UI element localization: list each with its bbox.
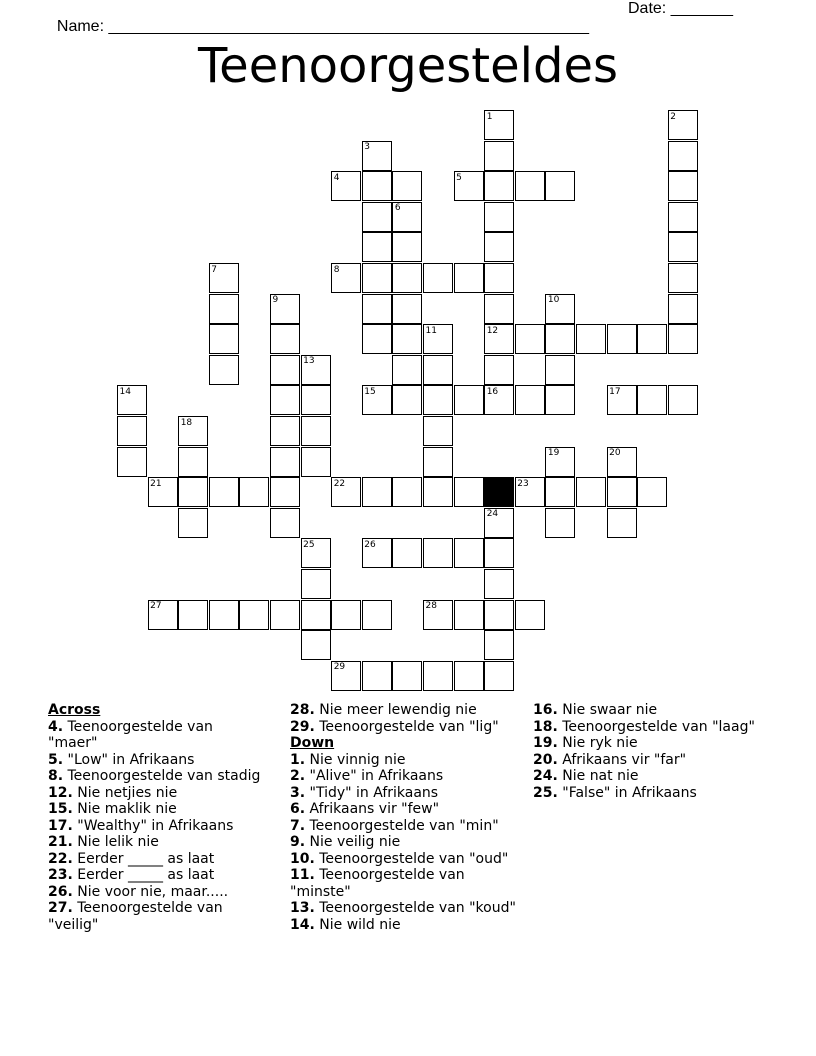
grid-cell[interactable] [270,508,300,538]
name-field[interactable]: Name: ______________________________________________________ [56,18,589,35]
clue-number: 10 [547,295,560,306]
clue-item-number: 28. [290,702,315,718]
clue-item-number: 15. [48,801,73,817]
grid-cell[interactable] [484,232,514,262]
grid-cell[interactable] [637,385,667,415]
grid-cell[interactable] [484,171,514,201]
clue-item-text: Nie netjies nie [72,784,178,801]
clue-item-number: 8. [48,768,64,784]
grid-cell[interactable] [362,171,392,201]
grid-cell[interactable] [668,232,698,262]
clue-number: 6 [394,203,401,214]
grid-cell[interactable] [668,263,698,293]
grid-cell[interactable] [545,324,575,354]
clue-item-text: Nie veilig nie [305,834,401,850]
clue-item [290,702,520,719]
clue-item-number: 21. [48,834,73,850]
grid-cell[interactable] [484,294,514,324]
grid-cell[interactable] [454,477,484,507]
grid-cell[interactable] [576,324,606,354]
grid-cell[interactable] [515,600,545,630]
clue-number: 19 [547,448,560,459]
clue-item-text: Nie meer lewendig nie [314,702,477,718]
clue-number: 29 [333,662,346,673]
grid-cell[interactable] [484,263,514,293]
across-heading: Across [48,702,101,718]
grid-cell[interactable] [607,324,637,354]
clues-column-1 [48,702,263,933]
down-heading: Down [290,735,335,751]
clue-item-text: Teenoorgestelde van "minste" [290,867,465,900]
grid-cell[interactable] [484,538,514,568]
grid-cell[interactable] [484,630,514,660]
grid-cell[interactable] [392,324,422,354]
grid-cell[interactable] [423,447,453,477]
clue-item-text: Afrikaans vir "far" [557,751,687,768]
clue-item [533,768,773,785]
grid-cell[interactable] [270,477,300,507]
clue-item [290,867,520,900]
grid-cell[interactable] [576,477,606,507]
clue-number: 14 [119,386,131,397]
grid-cell[interactable] [362,324,392,354]
clue-number: 20 [609,448,621,459]
grid-cell[interactable] [362,600,392,630]
clue-item-text: Eerder _____ as laat [72,850,215,867]
clue-item-number: 24. [533,768,558,784]
clue-item [290,719,520,736]
grid-cell[interactable] [668,171,698,201]
grid-cell[interactable] [484,661,514,691]
grid-cell[interactable] [209,477,239,507]
clue-item [290,752,520,769]
grid-cell[interactable] [607,508,637,538]
grid-cell[interactable] [423,355,453,385]
grid-cell[interactable] [545,355,575,385]
grid-cell[interactable] [454,600,484,630]
clue-item [48,801,263,818]
grid-cell[interactable] [484,569,514,599]
grid-cell[interactable] [178,600,208,630]
clue-item-number: 25. [533,784,558,801]
clue-item-number: 26. [48,883,73,900]
grid-cell[interactable] [270,416,300,446]
clue-number: 2 [670,111,677,122]
clue-number: 12 [486,325,499,336]
grid-cell[interactable] [484,355,514,385]
grid-cell[interactable] [423,477,453,507]
clue-item-number: 3. [290,784,306,801]
grid-cell[interactable] [392,263,422,293]
grid-cell[interactable] [392,661,422,691]
clue-number: 5 [456,172,462,183]
grid-cell[interactable] [301,447,331,477]
grid-cell[interactable] [301,416,331,446]
clue-number: 26 [364,539,376,550]
clue-item-text: Afrikaans vir "few" [305,801,440,817]
grid-cell[interactable] [423,385,453,415]
clue-item [48,752,263,769]
clue-number: 13 [303,356,315,367]
clue-item [290,785,520,802]
clue-number: 7 [211,264,218,275]
clues-column-3 [533,702,773,801]
clue-item-text: Teenoorgestelde van "maer" [48,718,213,751]
clue-item [48,900,263,933]
clue-item [290,917,520,934]
grid-cell[interactable] [362,477,392,507]
clue-item-text: Teenoorgestelde van stadig [63,768,261,784]
clue-item-number: 27. [48,900,73,916]
clue-number: 1 [486,111,493,122]
grid-cell[interactable] [668,324,698,354]
grid-cell[interactable] [515,324,545,354]
grid-cell[interactable] [392,538,422,568]
clue-item-number: 19. [533,735,558,751]
grid-cell[interactable] [301,385,331,415]
clue-number: 3 [364,142,371,153]
clue-item-number: 20. [533,751,558,768]
grid-cell[interactable] [270,355,300,385]
clue-item-number: 1. [290,751,306,768]
clue-item-text: Teenoorgestelde van "oud" [314,850,509,867]
grid-cell[interactable] [239,477,269,507]
clue-item [48,785,263,802]
grid-cell[interactable] [545,385,575,415]
grid-cell[interactable] [454,385,484,415]
clue-number: 18 [180,417,193,428]
grid-cell[interactable] [423,538,453,568]
clue-item-text: Nie nat nie [557,768,639,784]
clue-item [290,851,520,868]
clue-item-text: "Tidy" in Afrikaans [305,784,439,801]
grid-cell[interactable] [270,447,300,477]
clue-item [290,834,520,851]
grid-cell[interactable] [117,447,147,477]
clue-item-number: 5. [48,751,64,768]
clue-item-number: 22. [48,850,73,867]
grid-cell[interactable] [331,600,361,630]
grid-cell[interactable] [515,385,545,415]
clue-item-number: 7. [290,817,306,834]
clue-item [533,752,773,769]
clue-item-number: 14. [290,916,315,933]
grid-cell[interactable] [607,477,637,507]
clue-item [48,834,263,851]
grid-cell[interactable] [178,477,208,507]
clue-item [533,785,773,802]
grid-cell[interactable] [209,324,239,354]
grid-cell[interactable] [423,661,453,691]
clue-item-text: Teenoorgestelde van "koud" [314,900,516,916]
clue-item-text: Nie wild nie [314,916,401,933]
clue-number: 16 [486,386,499,397]
clue-item [533,735,773,752]
clue-item-text: "Low" in Afrikaans [63,751,195,768]
clue-number: 27 [150,601,162,612]
grid-cell[interactable] [239,600,269,630]
grid-cell[interactable] [392,171,422,201]
grid-cell[interactable] [454,661,484,691]
page-title: Teenoorgesteldes [198,38,618,94]
clue-item [290,900,520,917]
clue-item-text: Eerder _____ as laat [72,867,215,883]
clue-number: 15 [364,386,376,397]
clue-item [48,851,263,868]
grid-cell[interactable] [301,569,331,599]
clue-item-text: Nie ryk nie [557,735,638,751]
grid-cell[interactable] [392,294,422,324]
grid-cell[interactable] [637,477,667,507]
clue-item-text: Nie vinnig nie [305,751,406,768]
clue-item [290,801,520,818]
clue-item-text: "Wealthy" in Afrikaans [72,817,234,834]
clue-item-number: 18. [533,718,558,735]
clue-item [533,702,773,719]
clue-item-text: "False" in Afrikaans [557,784,697,801]
clue-item-text: Teenoorgestelde van "veilig" [48,900,223,933]
grid-block [484,477,514,507]
clue-item [48,884,263,901]
grid-cell[interactable] [392,355,422,385]
clue-item-text: Nie maklik nie [72,801,177,817]
grid-cell[interactable] [392,232,422,262]
grid-cell[interactable] [270,385,300,415]
clue-number: 11 [425,325,437,336]
clue-item-number: 2. [290,768,306,784]
clue-item-number: 11. [290,867,315,883]
grid-cell[interactable] [117,416,147,446]
clue-item-number: 4. [48,718,64,735]
grid-cell[interactable] [668,385,698,415]
grid-cell[interactable] [637,324,667,354]
clue-number: 9 [272,295,279,306]
clue-item-text: Teenoorgestelde van "min" [305,817,499,834]
grid-cell[interactable] [515,171,545,201]
clue-item-number: 9. [290,834,306,850]
clue-item-text: Nie voor nie, maar..... [72,883,229,900]
grid-cell[interactable] [178,447,208,477]
grid-cell[interactable] [668,141,698,171]
grid-cell[interactable] [362,263,392,293]
clue-item-number: 12. [48,784,73,801]
clue-item [290,818,520,835]
grid-cell[interactable] [209,294,239,324]
clue-item-number: 16. [533,702,558,718]
grid-cell[interactable] [270,600,300,630]
grid-cell[interactable] [545,171,575,201]
clue-item [48,867,263,884]
clue-number: 23 [517,478,529,489]
clue-number: 22 [333,478,346,489]
clue-number: 8 [333,264,340,275]
grid-cell[interactable] [362,661,392,691]
clue-item-text: Nie lelik nie [72,834,159,850]
grid-cell[interactable] [362,202,392,232]
clue-item-number: 23. [48,867,73,883]
grid-cell[interactable] [362,294,392,324]
grid-cell[interactable] [209,600,239,630]
clue-item [48,818,263,835]
clue-number: 17 [609,386,621,397]
grid-cell[interactable] [270,324,300,354]
clue-item-number: 6. [290,801,306,817]
clue-item [533,719,773,736]
grid-cell[interactable] [668,202,698,232]
grid-cell[interactable] [668,294,698,324]
clue-item-text: Teenoorgestelde van "lig" [314,718,499,735]
grid-cell[interactable] [484,141,514,171]
clue-number: 28 [425,601,437,612]
grid-cell[interactable] [454,263,484,293]
clue-item [290,768,520,785]
grid-cell[interactable] [301,600,331,630]
grid-cell[interactable] [545,477,575,507]
grid-cell[interactable] [484,202,514,232]
grid-cell[interactable] [362,232,392,262]
clue-number: 24 [486,509,499,520]
grid-cell[interactable] [209,355,239,385]
grid-cell[interactable] [301,630,331,660]
grid-cell[interactable] [545,508,575,538]
clue-item-number: 29. [290,718,315,735]
grid-cell[interactable] [392,477,422,507]
grid-cell[interactable] [484,600,514,630]
clue-item-text: Nie swaar nie [557,702,658,718]
clue-item-text: Teenoorgestelde van "laag" [557,718,755,735]
clue-item [48,768,263,785]
clue-number: 21 [150,478,162,489]
clue-item-number: 13. [290,900,315,916]
clue-item [48,719,263,752]
clue-item-number: 17. [48,817,73,834]
grid-cell[interactable] [178,508,208,538]
clue-item-number: 10. [290,850,315,867]
grid-cell[interactable] [454,538,484,568]
date-field[interactable]: Date: _______ [628,0,733,17]
grid-cell[interactable] [392,385,422,415]
clue-item-text: "Alive" in Afrikaans [305,768,444,784]
clue-number: 4 [333,172,340,183]
grid-cell[interactable] [423,416,453,446]
grid-cell[interactable] [423,263,453,293]
clues-column-2 [290,702,520,933]
clue-number: 25 [303,539,315,550]
